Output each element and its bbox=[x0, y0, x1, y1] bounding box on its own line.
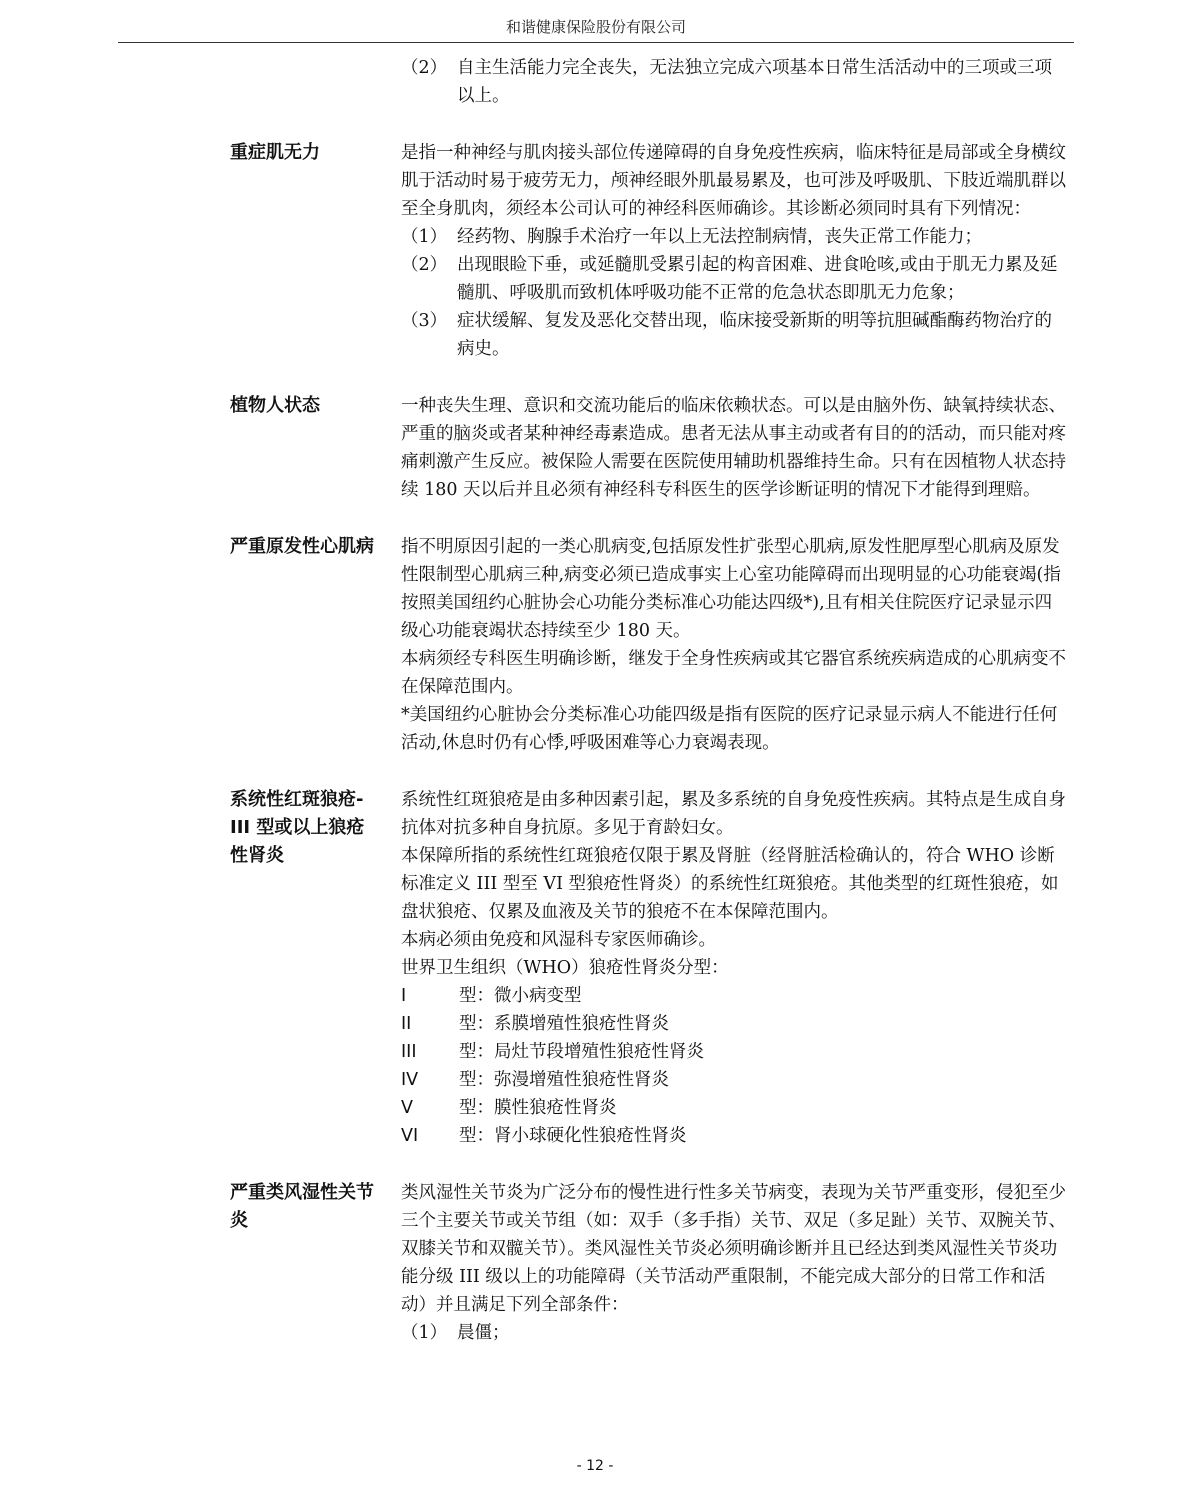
classification-row bbox=[401, 1094, 1069, 1122]
entry-myasthenia-gravis bbox=[0, 139, 1190, 363]
item-number: （1） bbox=[401, 1323, 448, 1343]
definition-paragraph: 类风湿性关节炎为广泛分布的慢性进行性多关节病变，表现为关节严重变形，侵犯至少三个主要关节或关节组（如：双手（多手指）关节、双足（多足趾）关节、双腕关节、双膝关节和双髋关节）。类风湿性关节炎必须明确诊断并且已经达到类风湿性关节炎功能分级 III 级以上的功能障碍（关节活动严重限制，不能完成大部分的日常工作和活动）并且满足下列全部条件： bbox=[401, 1183, 1066, 1315]
entry-term: 严重类风湿性关节炎 bbox=[230, 1182, 374, 1231]
classification-text: 型：微小病变型 bbox=[459, 986, 582, 1006]
classification-number: V bbox=[401, 1098, 413, 1118]
list-item bbox=[401, 251, 1069, 307]
definition-paragraph: 本保障所指的系统性红斑狼疮仅限于累及肾脏（经肾脏活检确认的，符合 WHO 诊断标准定义 III 型至 VI 型狼疮性肾炎）的系统性红斑狼疮。其他类型的红斑性狼疮，如盘状狼疮、仅累及血液及关节的狼疮不在本保障范围内。 bbox=[401, 846, 1059, 922]
definition-paragraph: 指不明原因引起的一类心肌病变,包括原发性扩张型心肌病,原发性肥厚型心肌病及原发性限制型心肌病三种,病变必须已造成事实上心室功能障碍而出现明显的心功能衰竭(指按照美国纽约心脏协会心功能分类标准心功能达四级*),且有相关住院医疗记录显示四级心功能衰竭状态持续至少 180 天。 bbox=[401, 537, 1061, 641]
classification-text: 型：弥漫增殖性狼疮性肾炎 bbox=[459, 1070, 669, 1090]
item-text: 晨僵； bbox=[457, 1323, 510, 1343]
entry-term: 重症肌无力 bbox=[230, 142, 320, 163]
item-text: 经药物、胸腺手术治疗一年以上无法控制病情，丧失正常工作能力； bbox=[457, 227, 982, 247]
list-item bbox=[401, 54, 1069, 110]
classification-row bbox=[401, 1066, 1069, 1094]
list-item bbox=[401, 307, 1069, 363]
definition-paragraph: 系统性红斑狼疮是由多种因素引起，累及多系统的自身免疫性疾病。其特点是生成自身抗体对抗多种自身抗原。多见于育龄妇女。 bbox=[401, 790, 1066, 838]
entry-vegetative-state bbox=[0, 392, 1190, 504]
definition-paragraph: 本病必须由免疫和风湿科专家医师确诊。 bbox=[401, 930, 716, 950]
entry-definition bbox=[401, 533, 1069, 757]
definition-paragraph: 世界卫生组织（WHO）狼疮性肾炎分型： bbox=[401, 958, 729, 978]
list-item bbox=[401, 223, 1069, 251]
definition-paragraph: 是指一种神经与肌肉接头部位传递障碍的自身免疫性疾病，临床特征是局部或全身横纹肌于活动时易于疲劳无力，颅神经眼外肌最易累及，也可涉及呼吸肌、下肢近端肌群以至全身肌肉，须经本公司认可的神经科医师确诊。其诊断必须同时具有下列情况： bbox=[401, 143, 1066, 219]
classification-text: 型：局灶节段增殖性狼疮性肾炎 bbox=[459, 1042, 704, 1062]
entry-definition bbox=[401, 786, 1069, 1150]
definition-paragraph: 一种丧失生理、意识和交流功能后的临床依赖状态。可以是由脑外伤、缺氧持续状态、严重的脑炎或者某种神经毒素造成。患者无法从事主动或者有目的的活动，而只能对疼痛刺激产生反应。被保险人需要在医院使用辅助机器维持生命。只有在因植物人状态持续 180 天以后并且必须有神经科专科医生的医学诊断证明的情况下才能得到理赔。 bbox=[401, 396, 1066, 500]
definition-paragraph: 本病须经专科医生明确诊断，继发于全身性疾病或其它器官系统疾病造成的心肌病变不在保障范围内。 bbox=[401, 649, 1066, 697]
entry-primary-cardiomyopathy bbox=[0, 533, 1190, 757]
item-number: （2） bbox=[401, 255, 448, 275]
classification-text: 型：肾小球硬化性狼疮性肾炎 bbox=[459, 1126, 687, 1146]
item-number: （2） bbox=[401, 58, 448, 78]
classification-number: IV bbox=[401, 1070, 419, 1090]
page-header: 和谐健康保险股份有限公司 bbox=[505, 18, 686, 36]
item-text: 出现眼睑下垂，或延髓肌受累引起的构音困难、进食呛咳,或由于肌无力累及延髓肌、呼吸肌而致机体呼吸功能不正常的危急状态即肌无力危象； bbox=[457, 255, 1058, 303]
header-divider bbox=[118, 42, 1074, 43]
classification-row bbox=[401, 1122, 1069, 1150]
item-text: 症状缓解、复发及恶化交替出现，临床接受新斯的明等抗胆碱酯酶药物治疗的病史。 bbox=[457, 311, 1052, 359]
entry-term: 植物人状态 bbox=[230, 395, 320, 416]
entry-definition bbox=[401, 392, 1069, 504]
item-number: （1） bbox=[401, 227, 448, 247]
classification-text: 型：膜性狼疮性肾炎 bbox=[459, 1098, 617, 1118]
continuation-definition bbox=[401, 54, 1069, 110]
classification-number: VI bbox=[401, 1126, 419, 1146]
definition-paragraph: *美国纽约心脏协会分类标准心功能四级是指有医院的医疗记录显示病人不能进行任何活动,休息时仍有心悸,呼吸困难等心力衰竭表现。 bbox=[401, 705, 1058, 753]
classification-row bbox=[401, 1038, 1069, 1066]
classification-text: 型：系膜增殖性狼疮性肾炎 bbox=[459, 1014, 669, 1034]
item-number: （3） bbox=[401, 311, 448, 331]
entry-definition bbox=[401, 139, 1069, 363]
item-text: 自主生活能力完全丧失，无法独立完成六项基本日常生活活动中的三项或三项以上。 bbox=[457, 58, 1052, 106]
entry-lupus-nephritis bbox=[0, 786, 1190, 1150]
entry-rheumatoid-arthritis bbox=[0, 1179, 1190, 1347]
entry-term: 系统性红斑狼疮-III 型或以上狼疮性肾炎 bbox=[230, 789, 365, 866]
continuation-block bbox=[0, 54, 1190, 110]
classification-number: III bbox=[401, 1042, 417, 1062]
classification-number: I bbox=[401, 986, 407, 1006]
entry-term: 严重原发性心肌病 bbox=[230, 536, 374, 557]
page-number: - 12 - bbox=[576, 1458, 614, 1474]
classification-number: II bbox=[401, 1014, 412, 1034]
document-body bbox=[0, 54, 1190, 1347]
classification-row bbox=[401, 982, 1069, 1010]
list-item bbox=[401, 1319, 1069, 1347]
classification-row bbox=[401, 1010, 1069, 1038]
entry-definition bbox=[401, 1179, 1069, 1347]
